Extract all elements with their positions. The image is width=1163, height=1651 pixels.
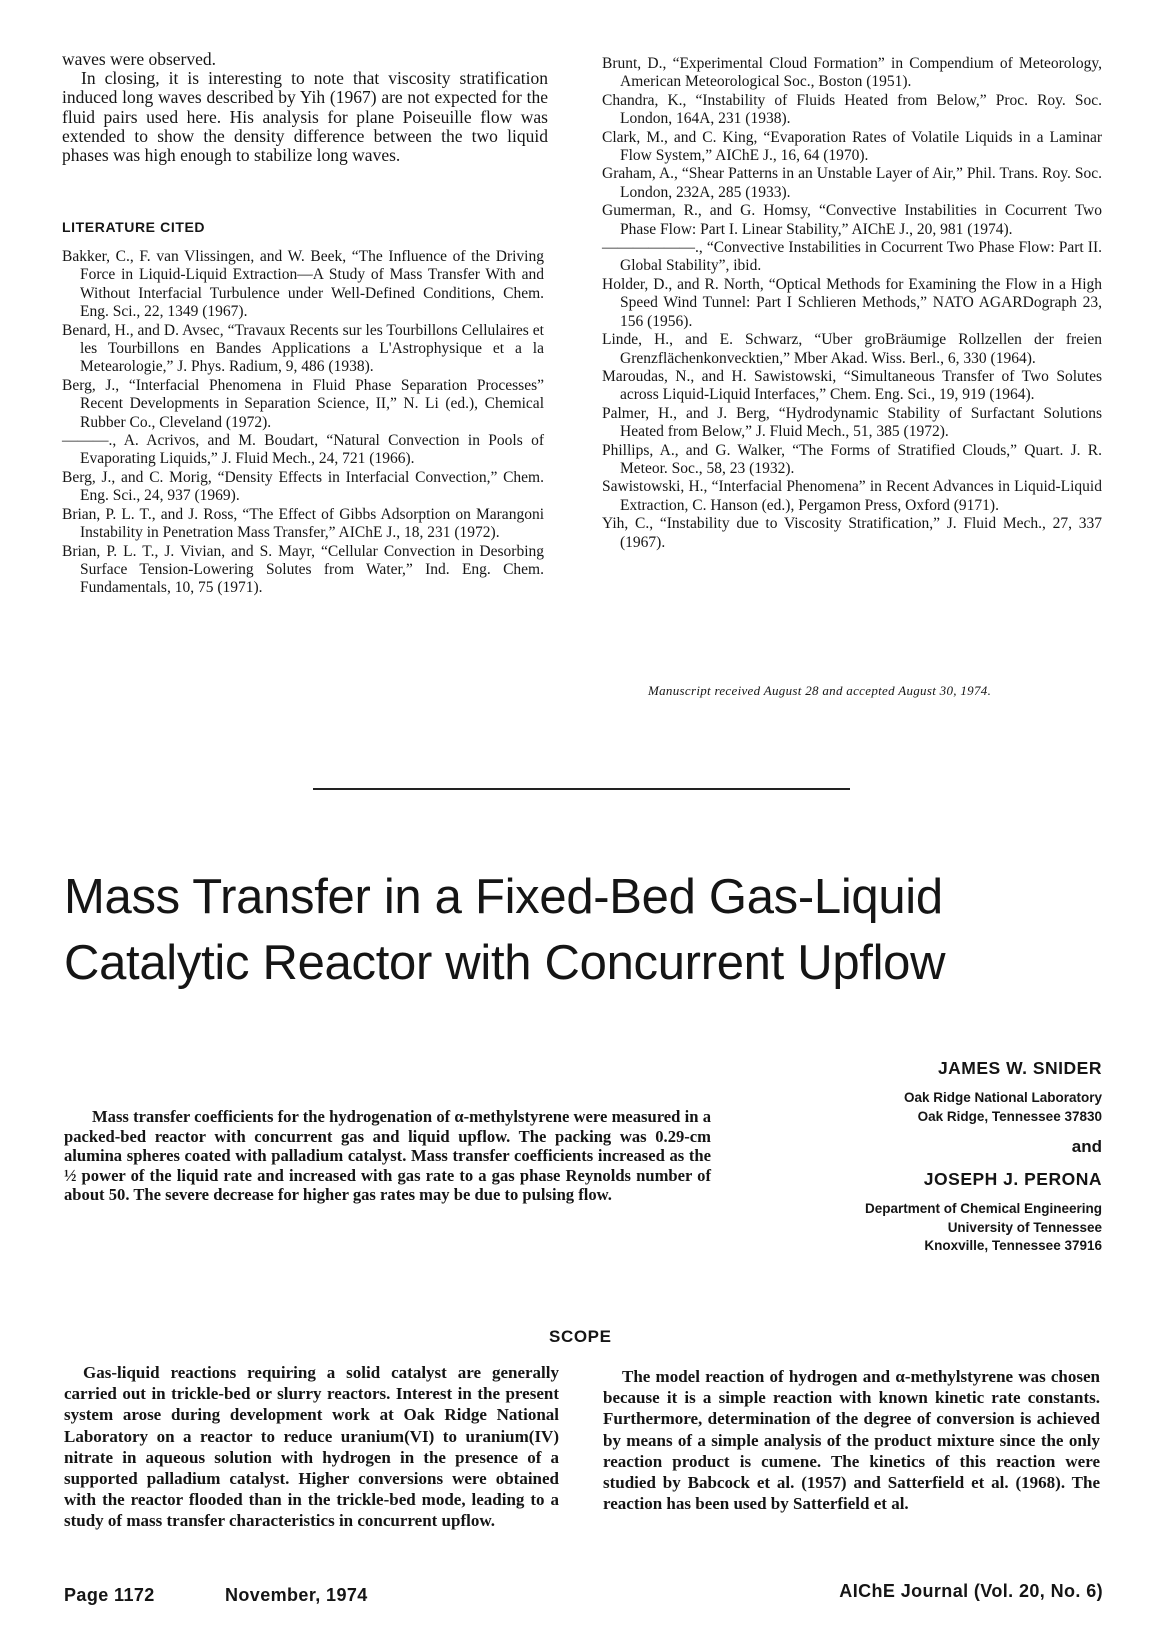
footer-page-number: Page 1172 xyxy=(64,1585,155,1605)
reference-item: Maroudas, N., and H. Sawistowski, “Simultaneous Transfer of Two Solutes across Liquid-Liquid Interfaces,” Chem. Eng. Sci., 19, 919 (1964). xyxy=(602,367,1102,404)
reference-item: Sawistowski, H., “Interfacial Phenomena” in Recent Advances in Liquid-Liquid Extraction, C. Hanson (ed.), Pergamon Press, Oxford (9171). xyxy=(602,478,1102,514)
abstract: Mass transfer coefficients for the hydrogenation of α-methylstyrene were measured in a packed-bed reactor with concurrent gas and liquid upflow. The packing was 0.29-cm alumina spheres coated with palladium catalyst. Mass transfer coefficients increased as the ½ power of the liquid rate and increased with gas rate to a gas phase Reynolds number of about 50. The severe decrease for higher gas rates may be due to pulsing flow. xyxy=(64,1107,711,1205)
author-name: JOSEPH J. PERONA xyxy=(923,1169,1102,1189)
reference-list-right xyxy=(602,55,1102,552)
closing-paragraph: In closing, it is interesting to note that viscosity stratification induced long waves described by Yih (1967) are not expected for the fluid pairs used here. His analysis for plane Poiseuille flow was extended to show the density difference between the two liquid phases was high enough to stabilize long waves. xyxy=(62,68,548,166)
reference-item: Berg, J., “Interfacial Phenomena in Fluid Phase Separation Processes” Recent Developments in Separation Science, II,” N. Li (ed.), Chemical Rubber Co., Cleveland (1972). xyxy=(62,376,544,431)
reference-item: Benard, H., and D. Avsec, “Travaux Recents sur les Tourbillons Cellulaires et les Tourbillons en Bandes Applications a L'Astrophysique et a la Metearologie,” J. Phys. Radium, 9, 486 (1938). xyxy=(62,321,544,376)
reference-item: Chandra, K., “Instability of Fluids Heated from Below,” Proc. Roy. Soc. London, 164A, 231 (1938). xyxy=(602,91,1102,128)
reference-item: Bakker, C., F. van Vlissingen, and W. Beek, “The Influence of the Driving Force in Liquid-Liquid Extraction—A Study of Mass Transfer With and Without Interfacial Turbulence under Well-Defined Conditions, Chem. Eng. Sci., 22, 1349 (1967). xyxy=(62,248,544,321)
author-affiliation: Department of Chemical Engineering xyxy=(864,1201,1102,1216)
author-conjunction: and xyxy=(1071,1137,1102,1156)
reference-item: Clark, M., and C. King, “Evaporation Rates of Volatile Liquids in a Laminar Flow System,” AIChE J., 16, 64 (1970). xyxy=(602,128,1102,165)
reference-item: ———., A. Acrivos, and M. Boudart, “Natural Convection in Pools of Evaporating Liquids,” J. Fluid Mech., 24, 721 (1966). xyxy=(62,432,544,468)
title-line-2: Catalytic Reactor with Concurrent Upflow xyxy=(64,936,946,990)
section-divider xyxy=(313,788,850,790)
footer-journal: AIChE Journal (Vol. 20, No. 6) xyxy=(839,1581,1103,1601)
reference-item: Brian, P. L. T., and J. Ross, “The Effect of Gibbs Adsorption on Marangoni Instability in Penetration Mass Transfer,” AIChE J., 18, 231 (1972). xyxy=(62,505,544,542)
reference-list-left xyxy=(62,248,544,598)
reference-item: Holder, D., and R. North, “Optical Methods for Examining the Flow in a High Speed Wind Tunnel: Part I Schlieren Methods,” NATO AGARDograph 23, 156 (1956). xyxy=(602,275,1102,330)
article-title xyxy=(64,864,1124,996)
author-affiliation: University of Tennessee xyxy=(947,1219,1102,1235)
reference-item: Brunt, D., “Experimental Cloud Formation” in Compendium of Meteorology, American Meteorological Soc., Boston (1951). xyxy=(602,55,1102,91)
author-affiliation: Knoxville, Tennessee 37916 xyxy=(924,1238,1102,1253)
author-affiliation: Oak Ridge National Laboratory xyxy=(903,1090,1102,1105)
footer-date: November, 1974 xyxy=(225,1585,368,1605)
author-affiliation: Oak Ridge, Tennessee 37830 xyxy=(917,1108,1102,1124)
reference-item: Yih, C., “Instability due to Viscosity Stratification,” J. Fluid Mech., 27, 337 (1967). xyxy=(602,515,1102,551)
reference-item: Berg, J., and C. Morig, “Density Effects in Interfacial Convection,” Chem. Eng. Sci., 24, 937 (1969). xyxy=(62,468,544,505)
scope-left-column: Gas-liquid reactions requiring a solid catalyst are generally carried out in trickle-bed or slurry reactors. Interest in the present system arose during development work at Oak Ridge National Laboratory on a reactor to reduce uranium(VI) to uranium(IV) nitrate in aqueous solution with hydrogen in the presence of a supported palladium catalyst. Higher conversions were obtained with the reactor flooded than in the trickle-bed mode, leading to a study of mass transfer characteristics in concurrent upflow. xyxy=(64,1363,559,1531)
reference-item: Phillips, A., and G. Walker, “The Forms of Stratified Clouds,” Quart. J. R. Meteor. Soc., 58, 23 (1932). xyxy=(602,441,1102,477)
reference-item: Gumerman, R., and G. Homsy, “Convective Instabilities in Cocurrent Two Phase Flow: Part I. Linear Stability,” AIChE J., 20, 981 (1974). xyxy=(602,202,1102,238)
continuation-text: waves were observed. xyxy=(62,49,217,69)
reference-item: Linde, H., and E. Schwarz, “Uber groBräumige Rollzellen der freien Grenzflächenkonvecktien,” Mber Akad. Wiss. Berl., 6, 330 (1964). xyxy=(602,331,1102,367)
scope-right-column: The model reaction of hydrogen and α-methylstyrene was chosen because it is a simple reaction with known kinetic rate constants. Furthermore, determination of the degree of conversion is achieved by means of a simple analysis of the product mixture since the only reaction product is cumene. The kinetics of this reaction were studied by Babcock et al. (1957) and Satterfield et al. (1968). The reaction has been used by Satterfield et al. xyxy=(603,1367,1100,1514)
author-block xyxy=(780,1058,1102,1256)
literature-heading: LITERATURE CITED xyxy=(62,219,206,235)
title-line-1: Mass Transfer in a Fixed-Bed Gas-Liquid xyxy=(64,870,943,924)
manuscript-note: Manuscript received August 28 and accepted August 30, 1974. xyxy=(648,683,992,698)
reference-item: Graham, A., “Shear Patterns in an Unstable Layer of Air,” Phil. Trans. Roy. Soc. London, 232A, 285 (1933). xyxy=(602,165,1102,201)
reference-item: Brian, P. L. T., J. Vivian, and S. Mayr, “Cellular Convection in Desorbing Surface Tension-Lowering Solutes from Water,” Ind. Eng. Chem. Fundamentals, 10, 75 (1971). xyxy=(62,542,544,597)
left-column-top xyxy=(62,50,548,165)
scope-heading: SCOPE xyxy=(549,1327,612,1346)
author-name: JAMES W. SNIDER xyxy=(937,1058,1102,1078)
reference-item: Palmer, H., and J. Berg, “Hydrodynamic Stability of Surfactant Solutions Heated from Below,” J. Fluid Mech., 51, 385 (1972). xyxy=(602,404,1102,441)
reference-item: ——————., “Convective Instabilities in Cocurrent Two Phase Flow: Part II. Global Stability”, ibid. xyxy=(602,239,1102,275)
